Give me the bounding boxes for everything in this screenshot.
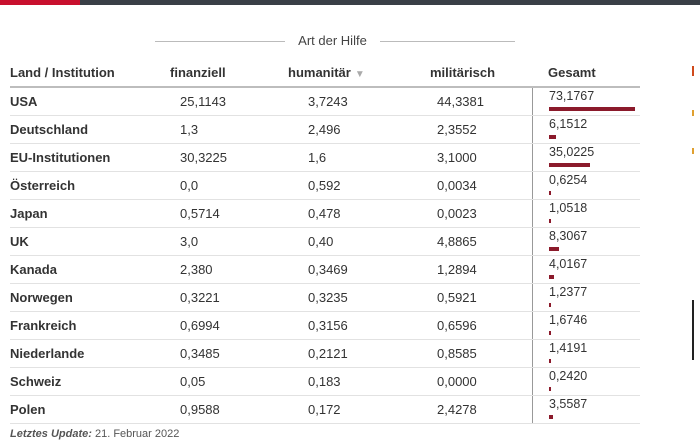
cell-total [532, 396, 641, 423]
edge-marker [692, 148, 700, 154]
cell-country: Polen [10, 402, 46, 417]
cell-humanitarian: 0,2121 [308, 346, 348, 361]
table-header [10, 62, 640, 88]
cell-total [532, 144, 641, 171]
edge-marker [692, 110, 700, 116]
column-header-financial[interactable]: finanziell [170, 65, 226, 80]
cell-country: Deutschland [10, 122, 89, 137]
edge-marker [692, 66, 700, 76]
group-header-label: Art der Hilfe [298, 33, 367, 48]
cell-military: 3,1000 [437, 150, 477, 165]
cell-humanitarian: 0,3469 [308, 262, 348, 277]
cell-military: 2,4278 [437, 402, 477, 417]
column-header-humanitarian[interactable] [288, 65, 365, 80]
cell-military: 0,0000 [437, 374, 477, 389]
cell-financial: 2,380 [180, 262, 213, 277]
cell-total [532, 284, 641, 311]
total-bar [549, 191, 551, 195]
cell-country: USA [10, 94, 38, 109]
total-bar [549, 163, 590, 167]
table-row [10, 256, 640, 284]
cell-humanitarian: 0,183 [308, 374, 341, 389]
total-bar [549, 331, 551, 335]
cell-military: 44,3381 [437, 94, 484, 109]
cell-financial: 3,0 [180, 234, 199, 249]
cell-total [532, 368, 641, 395]
cell-financial: 0,3485 [180, 346, 220, 361]
cell-military: 1,2894 [437, 262, 477, 277]
column-header-humanitarian-label: humanitär [288, 65, 351, 80]
table-row [10, 396, 640, 424]
group-header [155, 33, 515, 49]
total-bar [549, 247, 559, 251]
total-value: 73,1767 [549, 89, 595, 103]
cell-total [532, 256, 641, 283]
total-value: 3,5587 [549, 397, 588, 411]
total-value: 1,6746 [549, 313, 588, 327]
cell-military: 2,3552 [437, 122, 477, 137]
group-header-rule-right [380, 41, 515, 42]
cell-financial: 30,3225 [180, 150, 227, 165]
table-body [10, 88, 640, 424]
cell-financial: 0,05 [180, 374, 206, 389]
footer-date: 21. Februar 2022 [94, 428, 180, 440]
total-value: 35,0225 [549, 145, 595, 159]
table-row [10, 368, 640, 396]
cell-total [532, 88, 641, 115]
table-row [10, 228, 640, 256]
cell-military: 0,6596 [437, 318, 477, 333]
cell-country: UK [10, 234, 29, 249]
cell-humanitarian: 0,3235 [308, 290, 348, 305]
cell-country: Frankreich [10, 318, 77, 333]
cell-financial: 25,1143 [180, 94, 227, 109]
cell-military: 4,8865 [437, 234, 477, 249]
total-bar [549, 219, 551, 223]
footer [10, 428, 179, 440]
cell-financial: 1,3 [180, 122, 199, 137]
total-value: 6,1512 [549, 117, 588, 131]
cell-humanitarian: 0,592 [308, 178, 341, 193]
total-value: 1,0518 [549, 201, 588, 215]
sort-desc-icon[interactable]: ▼ [354, 69, 365, 80]
column-header-military[interactable]: militärisch [430, 65, 496, 80]
total-bar [549, 415, 553, 419]
cell-military: 0,0034 [437, 178, 477, 193]
cell-humanitarian: 2,496 [308, 122, 341, 137]
cell-humanitarian: 0,478 [308, 206, 341, 221]
table-row [10, 200, 640, 228]
cell-humanitarian: 0,172 [308, 402, 341, 417]
cell-country: Schweiz [10, 374, 62, 389]
total-bar [549, 303, 551, 307]
cell-humanitarian: 0,40 [308, 234, 334, 249]
cell-financial: 0,5714 [180, 206, 220, 221]
cell-country: Norwegen [10, 290, 73, 305]
total-bar [549, 387, 551, 391]
column-header-total[interactable]: Gesamt [548, 65, 596, 80]
table-row [10, 340, 640, 368]
cell-country: Österreich [10, 178, 76, 193]
total-value: 0,2420 [549, 369, 588, 383]
cell-total [532, 172, 641, 199]
cell-financial: 0,6994 [180, 318, 220, 333]
total-bar [549, 359, 551, 363]
table-row [10, 172, 640, 200]
cell-financial: 0,0 [180, 178, 199, 193]
table-row [10, 144, 640, 172]
table-row [10, 284, 640, 312]
total-value: 1,2377 [549, 285, 588, 299]
cell-total [532, 312, 641, 339]
total-value: 4,0167 [549, 257, 588, 271]
total-bar [549, 107, 635, 111]
table-row [10, 312, 640, 340]
cell-total [532, 340, 641, 367]
footer-label: Letztes Update: [10, 428, 92, 440]
total-value: 1,4191 [549, 341, 588, 355]
table-row [10, 88, 640, 116]
cell-humanitarian: 1,6 [308, 150, 327, 165]
cell-military: 0,0023 [437, 206, 477, 221]
cell-country: Japan [10, 206, 48, 221]
column-header-country[interactable]: Land / Institution [10, 65, 115, 80]
cell-country: Kanada [10, 262, 57, 277]
cell-country: EU-Institutionen [10, 150, 111, 165]
total-value: 8,3067 [549, 229, 588, 243]
total-value: 0,6254 [549, 173, 588, 187]
total-bar [549, 275, 554, 279]
cell-humanitarian: 3,7243 [308, 94, 348, 109]
total-bar [549, 135, 556, 139]
edge-marker [692, 300, 700, 360]
group-header-rule-left [155, 41, 285, 42]
cell-country: Niederlande [10, 346, 85, 361]
cell-military: 0,8585 [437, 346, 477, 361]
cell-total [532, 200, 641, 227]
cell-total [532, 116, 641, 143]
cell-financial: 0,9588 [180, 402, 220, 417]
cell-total [532, 228, 641, 255]
table-row [10, 116, 640, 144]
cell-financial: 0,3221 [180, 290, 220, 305]
cell-military: 0,5921 [437, 290, 477, 305]
cell-humanitarian: 0,3156 [308, 318, 348, 333]
